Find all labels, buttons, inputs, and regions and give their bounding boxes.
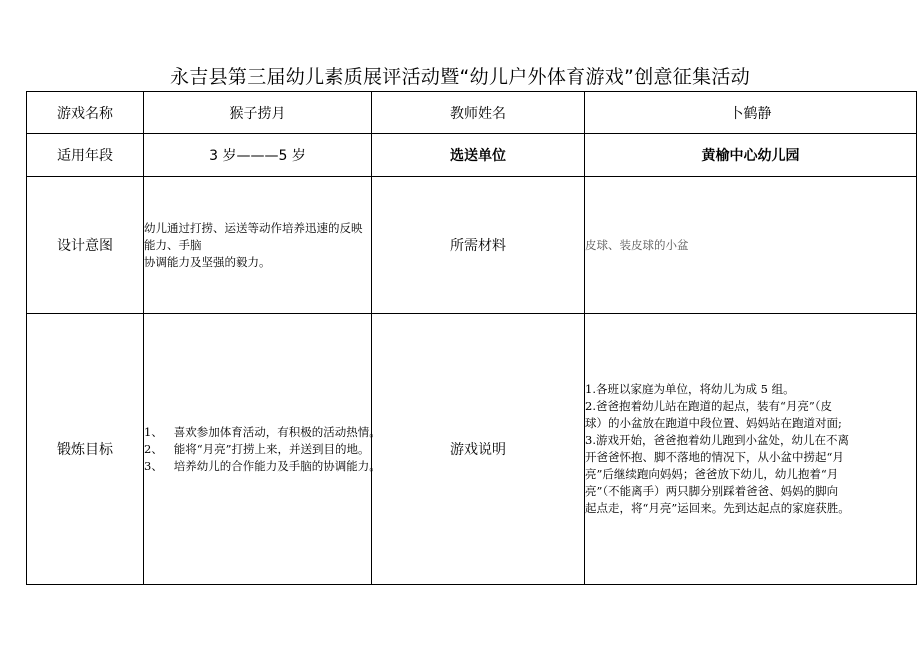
instruction-line: 亮”后继续跑向妈妈；爸爸放下幼儿，幼儿抱着“月 bbox=[585, 467, 839, 481]
instruction-line: 球）的小盆放在跑道中段位置、妈妈站在跑道对面; bbox=[585, 416, 842, 430]
table-row-age bbox=[27, 134, 917, 177]
age-range-value: 3 岁———5 岁 bbox=[144, 134, 372, 177]
materials-label: 所需材料 bbox=[372, 177, 585, 314]
instruction-line: 亮”（不能离手）两只脚分别踩着爸爸、妈妈的脚向 bbox=[585, 484, 839, 498]
instruction-line: 3.游戏开始，爸爸抱着幼儿跑到小盆处，幼儿在不离 bbox=[585, 433, 849, 447]
design-intent-text bbox=[144, 177, 372, 314]
teacher-name-label: 教师姓名 bbox=[372, 92, 585, 134]
page-title: 永吉县第三届幼儿素质展评活动暨“幼儿户外体育游戏”创意征集活动 bbox=[170, 66, 750, 88]
teacher-name-value: 卜鹤静 bbox=[585, 92, 917, 134]
training-goals-label: 锻炼目标 bbox=[27, 314, 144, 585]
table-row-design bbox=[27, 177, 917, 314]
game-name-label: 游戏名称 bbox=[27, 92, 144, 134]
instruction-line: 1.各班以家庭为单位，将幼儿为成 5 组。 bbox=[585, 382, 795, 396]
design-intent-line: 协调能力及坚强的毅力。 bbox=[144, 254, 271, 269]
instruction-line: 开爸爸怀抱、脚不落地的情况下，从小盆中捞起“月 bbox=[585, 450, 844, 464]
list-item: 3、 培养幼儿的合作能力及手脑的协调能力。 bbox=[144, 458, 381, 473]
materials-value: 皮球、装皮球的小盆 bbox=[585, 177, 917, 314]
instruction-line: 起点走，将“月亮”运回来。先到达起点的家庭获胜。 bbox=[585, 501, 850, 515]
game-instructions-label: 游戏说明 bbox=[372, 314, 585, 585]
list-item: 2、 能将“月亮”打捞上来，并送到目的地。 bbox=[144, 441, 370, 456]
submitting-unit-value: 黄榆中心幼儿园 bbox=[585, 134, 917, 177]
age-range-label: 适用年段 bbox=[27, 134, 144, 177]
instruction-line: 2.爸爸抱着幼儿站在跑道的起点，装有“月亮”（皮 bbox=[585, 399, 832, 413]
game-name-value: 猴子捞月 bbox=[144, 92, 372, 134]
design-intent-label: 设计意图 bbox=[27, 177, 144, 314]
design-intent-line: 幼儿通过打捞、运送等动作培养迅速的反映能力、手脑 bbox=[144, 220, 363, 252]
training-goals-list bbox=[144, 314, 381, 585]
table-row-game-name bbox=[27, 92, 917, 134]
list-item: 1、 喜欢参加体育活动，有积极的活动热情。 bbox=[144, 424, 381, 439]
game-instructions-text bbox=[585, 314, 917, 585]
activity-form-table bbox=[26, 91, 917, 585]
table-row-goals bbox=[27, 314, 917, 585]
submitting-unit-label: 选送单位 bbox=[372, 134, 585, 177]
